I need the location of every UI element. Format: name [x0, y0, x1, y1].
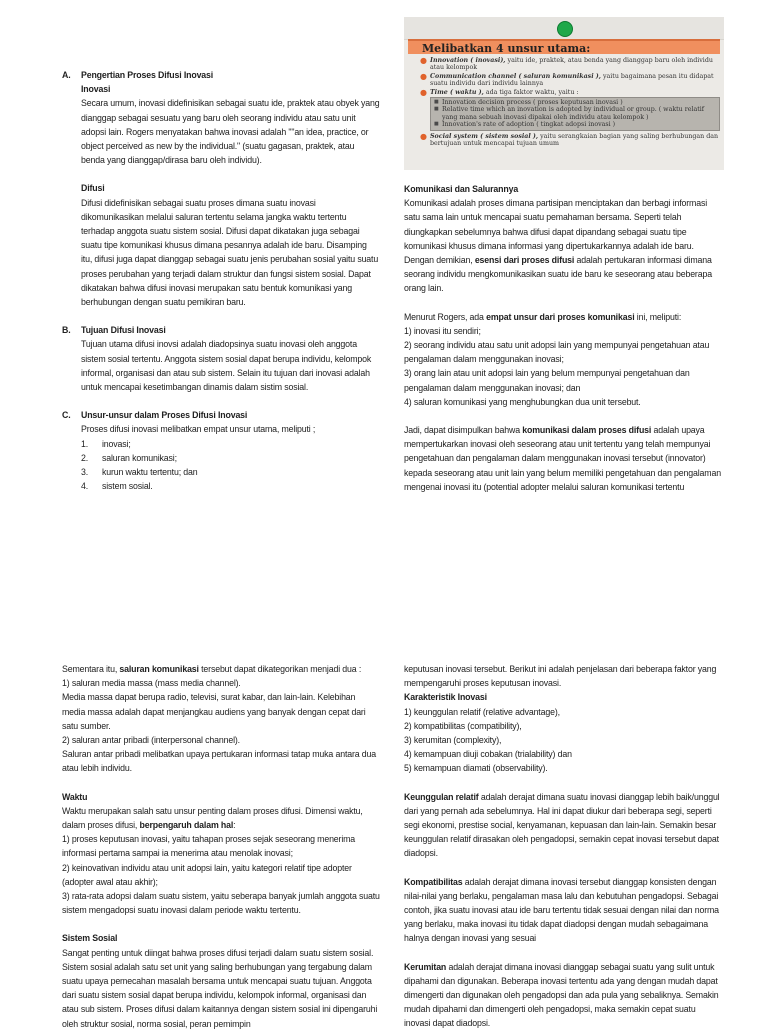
list-item: 2) seorang individu atau satu unit adopsi lain yang mempunyai pengetahuan atau pengalaman dalam menggunakan inovasi;: [404, 340, 710, 365]
sistem-sosial-heading: Sistem Sosial: [62, 933, 118, 944]
rogers-paragraph: Menurut Rogers, ada empat unsur dari proses komunikasi ini, meliputi:: [404, 311, 682, 322]
list-item: 4) saluran komunikasi yang menghubungkan dua unit tersebut.: [404, 396, 641, 407]
list-item: 2) keinovativan individu atau unit adopsi lain, yaitu kategori relatif tipe adopter (adopter awal atau akhir);: [62, 862, 352, 887]
section-a-heading: A. Pengertian Proses Difusi Inovasi: [62, 70, 214, 80]
square-bullet-icon: ■: [434, 121, 439, 128]
infographic-header-bar: [404, 17, 724, 40]
list-item: 3. kurun waktu tertentu; dan: [81, 467, 198, 478]
item-term: Communication channel ( saluran komunikasi ),: [430, 72, 601, 80]
infographic: [404, 17, 724, 170]
karakteristik-heading: Karakteristik Inovasi: [404, 692, 487, 703]
kerumitan-paragraph: Kerumitan adalah derajat dimana inovasi dianggap sebagai suatu yang sulit untuk dipahami dan digunakan. Beberapa inovasi tertentu ada yang dengan mudah dapat dimengerti dan digunakan oleh pengadopsi dan ada pula yang sebaliknya. Semakin mudah dipahami dan dimengerti oleh pengadopsi, maka semakin cepat suatu inovasi dapat diadopsi.: [404, 961, 719, 1029]
section-b-heading: B. Tujuan Difusi Inovasi: [62, 325, 166, 336]
pribadi-paragraph: Saluran antar pribadi melibatkan upaya pertukaran informasi tatap muka antara dua atau lebih individu.: [62, 749, 377, 774]
list-item: 1) proses keputusan inovasi, yaitu tahapan proses sejak seseorang menerima informasi pertama sampai ia menerima atau menolak inovasi;: [62, 834, 356, 859]
list-item: 1) keunggulan relatif (relative advantage),: [404, 706, 560, 717]
waktu-paragraph: Waktu merupakan salah satu unsur penting dalam proses difusi. Dimensi waktu, dalam proses difusi, berpengaruh dalam hal:: [62, 805, 363, 831]
item-text: ada tiga faktor waktu, yaitu :: [483, 88, 579, 96]
square-bullet-icon: ■: [434, 106, 439, 113]
bullet-icon: ●: [420, 56, 427, 65]
list-item: 3) orang lain atau unit adopsi lain yang belum mempunyai pengetahuan dan pengalaman dalam menggunakan inovasi; dan: [404, 368, 690, 393]
green-dot-icon: [557, 21, 573, 37]
sistem-sosial-paragraph: Sangat penting untuk diingat bahwa proses difusi terjadi dalam suatu sistem sosial. Sistem sosial adalah satu set unit yang saling berhubungan yang tergabung dalam suatu upaya pemecahan masalah bersama untuk mencapai suatu tujuan. Anggota dari suatu sistem sosial dapat berupa individu, kelompok informal, organisasi dan atau sub sistem. Proses difusi dalam kaitannya dengan sistem sosial ini dipengaruhi oleh struktur sosial, norma sosial, peran pemimpin: [62, 947, 378, 1029]
item-term: Time ( waktu ),: [430, 88, 484, 96]
infographic-title: Melibatkan 4 unsur utama:: [408, 39, 720, 54]
list-item: 5) kemampuan diamati (observability).: [404, 763, 548, 774]
list-item: 1. inovasi;: [81, 438, 131, 449]
list-item: 2) saluran antar pribadi (interpersonal channel).: [62, 735, 240, 746]
time-sub-box: [430, 97, 720, 131]
list-item: 4) kemampuan diuji cobakan (trialability) dan: [404, 749, 572, 760]
right-bottom-column: [404, 662, 722, 1031]
infographic-item: [420, 133, 720, 148]
kompatibilitas-paragraph: Kompatibilitas adalah derajat dimana inovasi tersebut dianggap konsisten dengan nilai-nilai yang berlaku, pengalaman masa lalu dan kebutuhan pengadopsi. Sebagai contoh, jika suatu inovasi atau ide baru tertentu tidak sesuai dengan nilai dan norma yang berlaku, maka inovasi itu tidak dapat diadopsi dengan mudah sebagaimana halnya dengan inovasi yang sesuai: [404, 876, 719, 944]
list-item: 2) kompatibilitas (compatibility),: [404, 720, 522, 731]
time-sub-item: ■ Innovation's rate of adoption ( tingkat adopsi inovasi ): [434, 121, 616, 129]
komunikasi-paragraph: Komunikasi adalah proses dimana partisipan menciptakan dan berbagi informasi satu sama lain untuk mencapai suatu pemahaman bersama. Seperti telah diungkapkan sebelumnya bahwa difusi dapat dipandang sebagai suatu tipe komunikasi khusus dimana informasi yang dipertukarkannya adalah ide baru. Dengan demikian, esensi dari proses difusi adalah pertukaran informasi dimana seorang individu mengkomunikasikan suatu ide baru ke seseorang atau beberapa orang lain.: [404, 198, 712, 294]
inovasi-paragraph: Secara umum, inovasi didefinisikan sebagai suatu ide, praktek atau obyek yang dianggap sebagai sesuatu yang baru oleh seorang individu atau satu unit adopsi lain. Rogers menyatakan bahwa inovasi adalah ""an idea, practice, or object perceived as new by the individual." (suatu gagasan, praktek, atau benda yang dianggap/dirasa baru oleh individu).: [81, 98, 380, 166]
media-paragraph: Media massa dapat berupa radio, televisi, surat kabar, dan lain-lain. Kelebihan media massa adalah dapat menjangkau audiens yang banyak dengan cepat dari satu sumber.: [62, 692, 366, 731]
item-term: Innovation ( inovasi),: [430, 57, 506, 64]
section-c-paragraph: Proses difusi inovasi melibatkan empat unsur utama, meliputi ;: [81, 424, 316, 435]
item-term: Social system ( sistem sosial ),: [430, 132, 539, 140]
list-item: 1) inovasi itu sendiri;: [404, 325, 481, 336]
inovasi-heading: Inovasi: [81, 84, 111, 95]
saluran-paragraph: Sementara itu, saluran komunikasi tersebut dapat dikategorikan menjadi dua :: [62, 664, 362, 674]
infographic-item: [420, 57, 720, 72]
jadi-paragraph: Jadi, dapat disimpulkan bahwa komunikasi dalam proses difusi adalah upaya mempertukarkan inovasi oleh seseorang atau unit tertentu yang telah mempunyai pengetahuan dan pengalaman dalam menggunakan inovasi tersebut (innovator) kepada seseorang atau unit lain yang belum memiliki pengetahuan dan pengalaman mengenai inovasi itu (potential adopter melalui saluran komunikasi tertentu: [404, 425, 721, 492]
bullet-icon: ●: [420, 87, 427, 97]
list-item: 3) kerumitan (complexity),: [404, 735, 502, 746]
infographic-item: [420, 73, 720, 88]
bullet-icon: ●: [420, 131, 427, 141]
square-bullet-icon: ■: [434, 99, 439, 106]
difusi-heading: Difusi: [81, 183, 105, 194]
item-text: yaitu serangkaian bagian yang saling berhubungan dan bertujuan untuk mencapai tujuan umum: [430, 132, 719, 148]
waktu-heading: Waktu: [62, 791, 88, 802]
right-top-column: [404, 182, 722, 494]
item-text: yaitu ide, praktek, atau benda yang dianggap baru oleh individu atau kelompok: [430, 57, 713, 72]
list-item: 3) rata-rata adopsi dalam suatu sistem, yaitu seberapa banyak jumlah anggota suatu sistem mengadopsi suatu inovasi dalam periode waktu tertentu.: [62, 891, 380, 916]
section-b-paragraph: Tujuan utama difusi inovsi adalah diadopsinya suatu inovasi oleh anggota sistem sosial tertentu. Anggota sistem sosial dapat berupa individu, kelompok informal, organisasi dan atau sub sistem. Selain itu tujuan dari inovasi adalah untuk mencapai kesetimbangan dinamis dalam sistim sosial.: [81, 339, 372, 393]
infographic-item: [420, 89, 720, 96]
komunikasi-heading: Komunikasi dan Salurannya: [404, 184, 519, 194]
time-sub-item: ■ Relative time which an inovation is adopted by individual or group. ( waktu relatif yang mana sebuah inovasi dipakai oleh individu atau kelompok ): [434, 106, 705, 121]
bullet-icon: ●: [420, 71, 427, 81]
list-item: 2. saluran komunikasi;: [81, 452, 177, 463]
list-item: 1) saluran media massa (mass media channel).: [62, 678, 241, 689]
section-c-heading: C. Unsur-unsur dalam Proses Difusi Inovasi: [62, 410, 248, 421]
infographic-body: [420, 57, 720, 148]
difusi-paragraph: Difusi didefinisikan sebagai suatu proses dimana suatu inovasi dikomunikasikan melalui saluran tertentu selama jangka waktu tertentu terhadap anggota suatu sistem sosial. Difusi dapat dikatakan juga sebagai suatu tipe komunikasi khusus dimana pesannya adalah ide baru. Disamping itu, difusi juga dapat dianggap sebagai suatu jenis perubahan sosial yaitu suatu proses perubahan yang terjadi dalam struktur dan fungsi sistem sosial. Dapat dikatakan bahwa difusi inovasi merupakan satu bentuk komunikasi yang berhubungan dengan suatu pemikiran baru.: [81, 197, 379, 308]
keunggulan-paragraph: Keunggulan relatif adalah derajat dimana suatu inovasi dianggap lebih baik/unggul dari yang pernah ada sebelumnya. Hal ini dapat diukur dari beberapa segi, seperti segi ekonomi, prestise social, kenyamanan, kepuasan dan lain-lain. Semakin besar keunggulan relatif dirasakan oleh pengadopsi, semakin cepat inovasi tersebut dapat diadopsi.: [404, 791, 720, 859]
list-item: 4. sistem sosial.: [81, 481, 153, 492]
intro-paragraph: keputusan inovasi tersebut. Berikut ini adalah penjelasan dari beberapa faktor yang mempengaruhi proses keputusan inovasi.: [404, 664, 717, 689]
time-sub-item: ■ Innovation decision process ( proses keputusan inovasi ): [434, 99, 623, 107]
left-top-column: [62, 68, 380, 493]
left-bottom-column: [62, 662, 380, 1031]
item-text: yaitu bagaimana pesan itu didapat suatu individu dari individu lainnya: [430, 72, 714, 88]
